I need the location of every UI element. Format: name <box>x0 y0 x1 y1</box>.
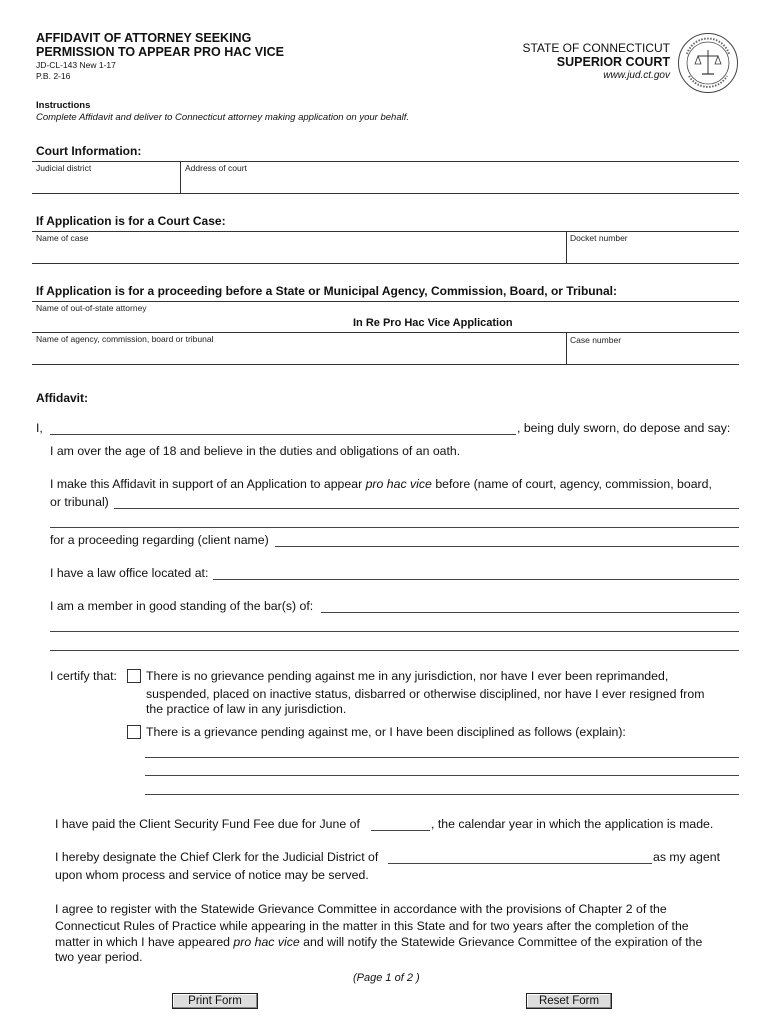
agency-heading: If Application is for a proceeding before a State or Municipal Agency, Commission, Board, or Tribunal: <box>36 284 617 298</box>
name-of-case-field[interactable] <box>33 242 563 262</box>
affiant-name-field[interactable] <box>50 434 516 435</box>
bar-field-1[interactable] <box>321 612 739 613</box>
certify-label: I certify that: <box>50 669 117 683</box>
sworn-statement: , being duly sworn, do depose and say: <box>517 421 731 435</box>
register-line-2: Connecticut Rules of Practice while appearing in the matter in this State and for two years after the completion of the <box>55 919 689 933</box>
judicial-seal-icon <box>677 32 739 94</box>
form-id: JD-CL-143 New 1-17 <box>36 60 116 70</box>
affiant-prefix: I, <box>36 421 43 435</box>
support-text-a: I make this Affidavit in support of an Application to appear <box>50 477 366 491</box>
divider <box>32 301 739 302</box>
register-line-1: I agree to register with the Statewide Grievance Committee in accordance with the provisions of Chapter 2 of the <box>55 902 667 916</box>
divider <box>32 231 739 232</box>
form-title <box>36 31 284 59</box>
client-label: for a proceeding regarding (client name) <box>50 533 269 547</box>
address-of-court-label: Address of court <box>185 163 247 173</box>
judicial-district-agent-field[interactable] <box>388 863 652 864</box>
divider <box>180 161 181 193</box>
grievance-explain-field-2[interactable] <box>145 775 739 776</box>
court-url: www.jud.ct.gov <box>603 70 670 81</box>
grievance-pending-checkbox[interactable] <box>127 725 141 739</box>
office-address-field[interactable] <box>213 579 739 580</box>
fee-text-b: , the calendar year in which the application is made. <box>431 817 714 831</box>
court-information-heading: Court Information: <box>36 144 142 158</box>
divider <box>566 231 567 263</box>
no-grievance-line-1: There is no grievance pending against me in any jurisdiction, nor have I ever been reprimanded, <box>146 669 669 683</box>
support-text-b: pro hac vice <box>365 477 432 491</box>
support-text-c: before (name of court, agency, commission, board, <box>431 477 712 491</box>
attorney-name-label: Name of out-of-state attorney <box>36 303 147 313</box>
bar-field-3[interactable] <box>50 650 739 651</box>
reset-form-button[interactable]: Reset Form <box>526 993 612 1009</box>
title-line-1: AFFIDAVIT OF ATTORNEY SEEKING <box>36 31 252 45</box>
register-line-3 <box>55 933 702 951</box>
grievance-pending-text: There is a grievance pending against me, or I have been disciplined as follows (explain): <box>146 725 626 739</box>
divider <box>32 161 739 162</box>
designate-text-b: as my agent <box>653 850 720 864</box>
no-grievance-line-2: suspended, placed on inactive status, disbarred or otherwise disciplined, nor have I ever resigned from <box>146 687 705 701</box>
instructions-heading: Instructions <box>36 100 91 111</box>
title-line-2: PERMISSION TO APPEAR PRO HAC VICE <box>36 45 284 59</box>
form-id-block <box>36 60 116 82</box>
grievance-explain-field-3[interactable] <box>145 794 739 795</box>
agency-name-label: Name of agency, commission, board or tribunal <box>36 334 214 344</box>
divider <box>32 364 739 365</box>
instructions-text: Complete Affidavit and deliver to Connecticut attorney making application on your behalf. <box>36 112 410 123</box>
office-label: I have a law office located at: <box>50 566 209 580</box>
case-number-field[interactable] <box>568 343 738 363</box>
designate-text-a: I hereby designate the Chief Clerk for the Judicial District of <box>55 850 379 864</box>
court-header <box>522 41 670 83</box>
tribunal-name-field-2[interactable] <box>50 527 739 528</box>
support-line-1 <box>50 475 712 493</box>
court-name: SUPERIOR COURT <box>556 55 670 69</box>
designate-text-2: upon whom process and service of notice may be served. <box>55 868 369 882</box>
judicial-district-field[interactable] <box>33 172 178 192</box>
state-name: STATE OF CONNECTICUT <box>522 41 670 55</box>
register-line-4: two year period. <box>55 950 143 964</box>
support-line-2: or tribunal) <box>50 495 109 509</box>
grievance-explain-field-1[interactable] <box>145 757 739 758</box>
case-number-label: Case number <box>570 335 622 345</box>
attorney-name-field[interactable]: In Re Pro Hac Vice Application <box>353 317 513 329</box>
court-case-heading: If Application is for a Court Case: <box>36 214 226 228</box>
register-text-b: pro hac vice <box>233 935 300 949</box>
docket-number-label: Docket number <box>570 233 628 243</box>
client-name-field[interactable] <box>275 546 739 547</box>
divider <box>32 263 739 264</box>
judicial-district-label: Judicial district <box>36 163 92 173</box>
fee-year-field[interactable] <box>371 830 430 831</box>
divider <box>32 332 739 333</box>
practice-book-ref: P.B. 2-16 <box>36 71 71 81</box>
address-of-court-field[interactable] <box>182 172 738 192</box>
tribunal-name-field[interactable] <box>114 508 739 509</box>
age-statement: I am over the age of 18 and believe in the duties and obligations of an oath. <box>50 444 461 458</box>
name-of-case-label: Name of case <box>36 233 89 243</box>
divider <box>566 332 567 364</box>
register-text-c: and will notify the Statewide Grievance Committee of the expiration of the <box>299 935 703 949</box>
no-grievance-line-3: the practice of law in any jurisdiction. <box>146 702 347 716</box>
divider <box>32 193 739 194</box>
bar-label: I am a member in good standing of the bar(s) of: <box>50 599 314 613</box>
no-grievance-checkbox[interactable] <box>127 669 141 683</box>
fee-text-a: I have paid the Client Security Fund Fee due for June of <box>55 817 360 831</box>
affidavit-heading: Affidavit: <box>36 391 88 405</box>
bar-field-2[interactable] <box>50 631 739 632</box>
agency-name-field[interactable] <box>33 343 563 363</box>
print-form-button[interactable]: Print Form <box>172 993 258 1009</box>
page-number: (Page 1 of 2 ) <box>353 972 420 984</box>
docket-number-field[interactable] <box>568 242 738 262</box>
register-text-a: matter in which I have appeared <box>55 935 234 949</box>
